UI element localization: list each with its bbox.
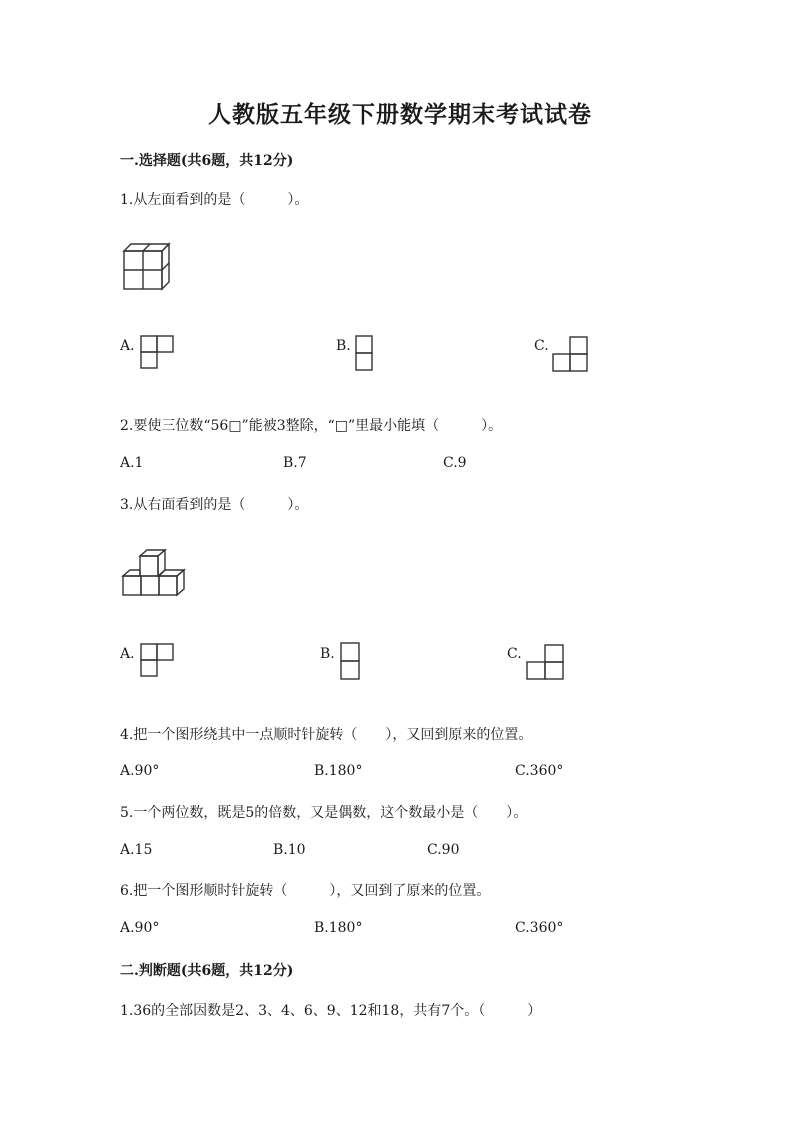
q3-option-c[interactable]: C. — [507, 646, 522, 662]
q3-option-b-view — [340, 642, 360, 680]
question-5-text: 5.一个两位数，既是5的倍数，又是偶数，这个数最小是（ ）。 — [120, 805, 528, 821]
question-6-text: 6.把一个图形顺时针旋转（ ），又回到了原来的位置。 — [120, 883, 491, 899]
q1-cube-figure — [123, 243, 171, 291]
q4-option-a[interactable]: A.90° — [120, 763, 160, 779]
q1-option-c-view — [552, 336, 588, 372]
q6-option-b[interactable]: B.180° — [314, 920, 363, 936]
q5-option-c[interactable]: C.90 — [427, 842, 460, 858]
q3-cube-figure — [122, 549, 188, 597]
q3-option-a[interactable]: A. — [120, 646, 135, 662]
q6-option-a[interactable]: A.90° — [120, 920, 160, 936]
question-2-text: 2.要使三位数“56□”能被3整除，“□”里最小能填（ ）。 — [120, 418, 503, 434]
q3-option-a-view — [140, 643, 174, 677]
q1-option-a[interactable]: A. — [120, 338, 135, 354]
q1-option-a-view — [140, 335, 174, 369]
question-3-text: 3.从右面看到的是（ ）。 — [120, 497, 309, 513]
q1-option-b-view — [355, 335, 373, 371]
page-title: 人教版五年级下册数学期末考试试卷 — [208, 101, 592, 128]
q2-option-b[interactable]: B.7 — [283, 455, 307, 471]
q1-option-b[interactable]: B. — [336, 338, 351, 354]
q4-option-c[interactable]: C.360° — [515, 763, 564, 779]
question-1-text: 1.从左面看到的是（ ）。 — [120, 192, 309, 208]
q5-option-a[interactable]: A.15 — [120, 842, 153, 858]
q5-option-b[interactable]: B.10 — [273, 842, 306, 858]
question-4-text: 4.把一个图形绕其中一点顺时针旋转（ ），又回到原来的位置。 — [120, 727, 533, 743]
q2-option-a[interactable]: A.1 — [120, 455, 144, 471]
q4-option-b[interactable]: B.180° — [314, 763, 363, 779]
section-heading-true-false: 二.判断题(共6题，共12分) — [120, 963, 294, 979]
q6-option-c[interactable]: C.360° — [515, 920, 564, 936]
section-heading-choice: 一.选择题(共6题，共12分) — [120, 153, 294, 169]
q3-option-b[interactable]: B. — [320, 646, 335, 662]
tf-question-1-text: 1.36的全部因数是2、3、4、6、9、12和18，共有7个。（ ） — [120, 1003, 542, 1019]
q3-option-c-view — [526, 644, 564, 680]
q2-option-c[interactable]: C.9 — [443, 455, 467, 471]
q1-option-c[interactable]: C. — [534, 338, 549, 354]
